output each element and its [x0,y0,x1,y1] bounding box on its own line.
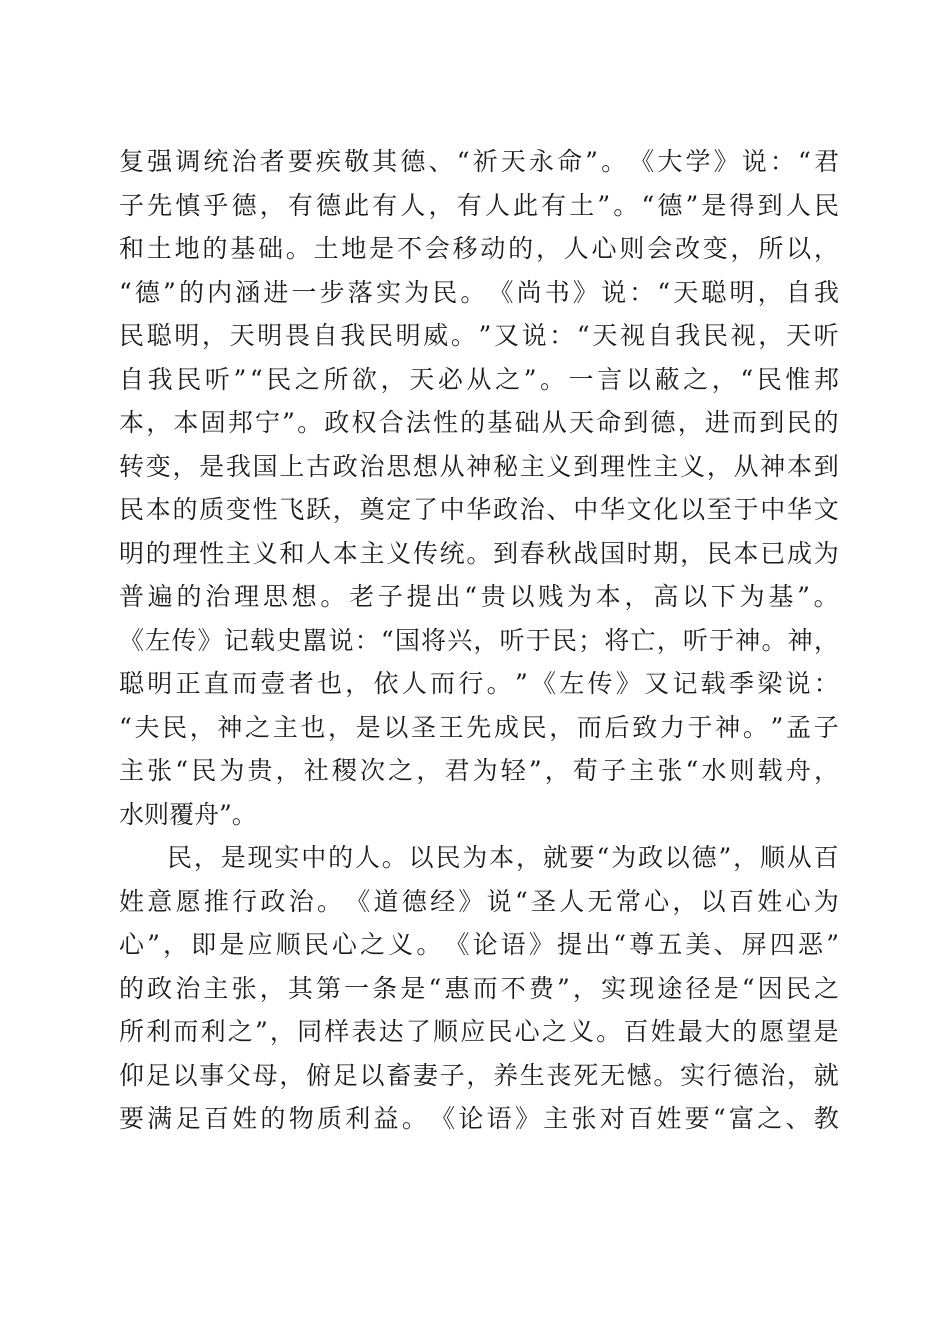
text-line: 水则覆舟”。 [119,799,257,829]
paragraph-1 [119,140,839,836]
text-line [119,836,839,880]
body-text [119,140,839,1141]
text-line [119,1054,839,1098]
line-characters: 所 利 而 利 之 ” ， 同 样 表 达 了 顺 应 民 心 之 义 。 百 姓 最 大 的 愿 望 是 [119,1017,839,1046]
line-characters: 转 变 ， 是 我 国 上 古 政 治 思 想 从 神 秘 主 义 到 理 性 主 义 ， 从 神 本 到 [119,451,839,481]
text-line [119,662,839,706]
line-characters: 《 左 传 》 记 载 史 嚚 说 ： “ 国 将 兴 ， 听 于 民 ； 将 亡 ， 听 于 神 。 神 ， [119,625,839,655]
text-line [119,575,839,619]
text-line [119,227,839,271]
line-characters: 心 ” ， 即 是 应 顺 民 心 之 义 。 《 论 语 》 提 出 “ 尊 五 美 、 屏 四 恶 ” [119,930,839,959]
text-line [119,140,839,184]
text-line [119,445,839,489]
line-characters: 明 的 理 性 主 义 和 人 本 主 义 传 统 。 到 春 秋 战 国 时 期 ， 民 本 已 成 为 [119,538,839,568]
line-characters: 民 聪 明 ， 天 明 畏 自 我 民 明 威 。 ” 又 说 ： “ 天 视 自 我 民 视 ， 天 听 [119,321,839,350]
text-line [119,401,839,445]
line-characters: 自 我 民 听 ” “ 民 之 所 欲 ， 天 必 从 之 ” 。 一 言 以 蔽 之 ， “ 民 惟 邦 [119,364,839,394]
line-characters: 普 遍 的 治 理 思 想 。 老 子 提 出 “ 贵 以 贱 为 本 ， 高 以 下 为 基 ” 。 [119,582,839,611]
text-line [119,619,839,663]
line-characters: 的 政 治 主 张 ， 其 第 一 条 是 “ 惠 而 不 费 ” ， 实 现 途 径 是 “ 因 民 之 [119,973,839,1003]
line-characters: 聪 明 正 直 而 壹 者 也 ， 依 人 而 行 。 ” 《 左 传 》 又 记 载 季 梁 说 ： [119,669,839,698]
text-line [119,749,839,793]
paragraph-2 [119,836,839,1141]
text-line [119,532,839,576]
line-characters: 和 土 地 的 基 础 。 土 地 是 不 会 移 动 的 ， 人 心 则 会 改 变 ， 所 以 ， [119,234,839,263]
line-characters: 要 满 足 百 姓 的 物 质 利 益 。 《 论 语 》 主 张 对 百 姓 要 “ 富 之 、 教 [119,1104,839,1133]
text-line [119,1097,839,1141]
text-line [119,358,839,402]
text-line [119,488,839,532]
line-characters: 民 本 的 质 变 性 飞 跃 ， 奠 定 了 中 华 政 治 、 中 华 文 化 以 至 于 中 华 文 [119,495,839,524]
text-line [119,880,839,924]
text-line [119,1010,839,1054]
text-line [119,184,839,228]
line-characters: 民 ， 是 现 实 中 的 人 。 以 民 为 本 ， 就 要 “ 为 政 以 德 ” ， 顺 从 百 [167,843,839,872]
line-characters: 仰 足 以 事 父 母 ， 俯 足 以 畜 妻 子 ， 养 生 丧 死 无 憾 。 实 行 德 治 ， 就 [119,1060,839,1090]
line-characters: 姓 意 愿 推 行 政 治 。 《 道 德 经 》 说 “ 圣 人 无 常 心 ， 以 百 姓 心 为 [119,886,839,916]
line-characters: 主 张 “ 民 为 贵 ， 社 稷 次 之 ， 君 为 轻 ” ， 荀 子 主 张 “ 水 则 载 舟 ， [119,756,839,785]
text-line [119,706,839,750]
text-line [119,314,839,358]
text-line [119,923,839,967]
line-characters: 本 ， 本 固 邦 宁 ” 。 政 权 合 法 性 的 基 础 从 天 命 到 德 ， 进 而 到 民 的 [119,408,839,437]
line-characters: “ 德 ” 的 内 涵 进 一 步 落 实 为 民 。 《 尚 书 》 说 ： “ 天 聪 明 ， 自 我 [119,277,839,307]
text-line [119,271,839,315]
line-characters: 子 先 慎 乎 德 ， 有 德 此 有 人 ， 有 人 此 有 土 ” 。 “ 德 ” 是 得 到 人 民 [119,190,839,220]
text-line [119,967,839,1011]
line-characters: “ 夫 民 ， 神 之 主 也 ， 是 以 圣 王 先 成 民 ， 而 后 致 力 于 神 。 ” 孟 子 [119,712,839,742]
line-characters: 复 强 调 统 治 者 要 疾 敬 其 德 、 “ 祈 天 永 命 ” 。 《 大 学 》 说 ： “ 君 [119,147,839,176]
